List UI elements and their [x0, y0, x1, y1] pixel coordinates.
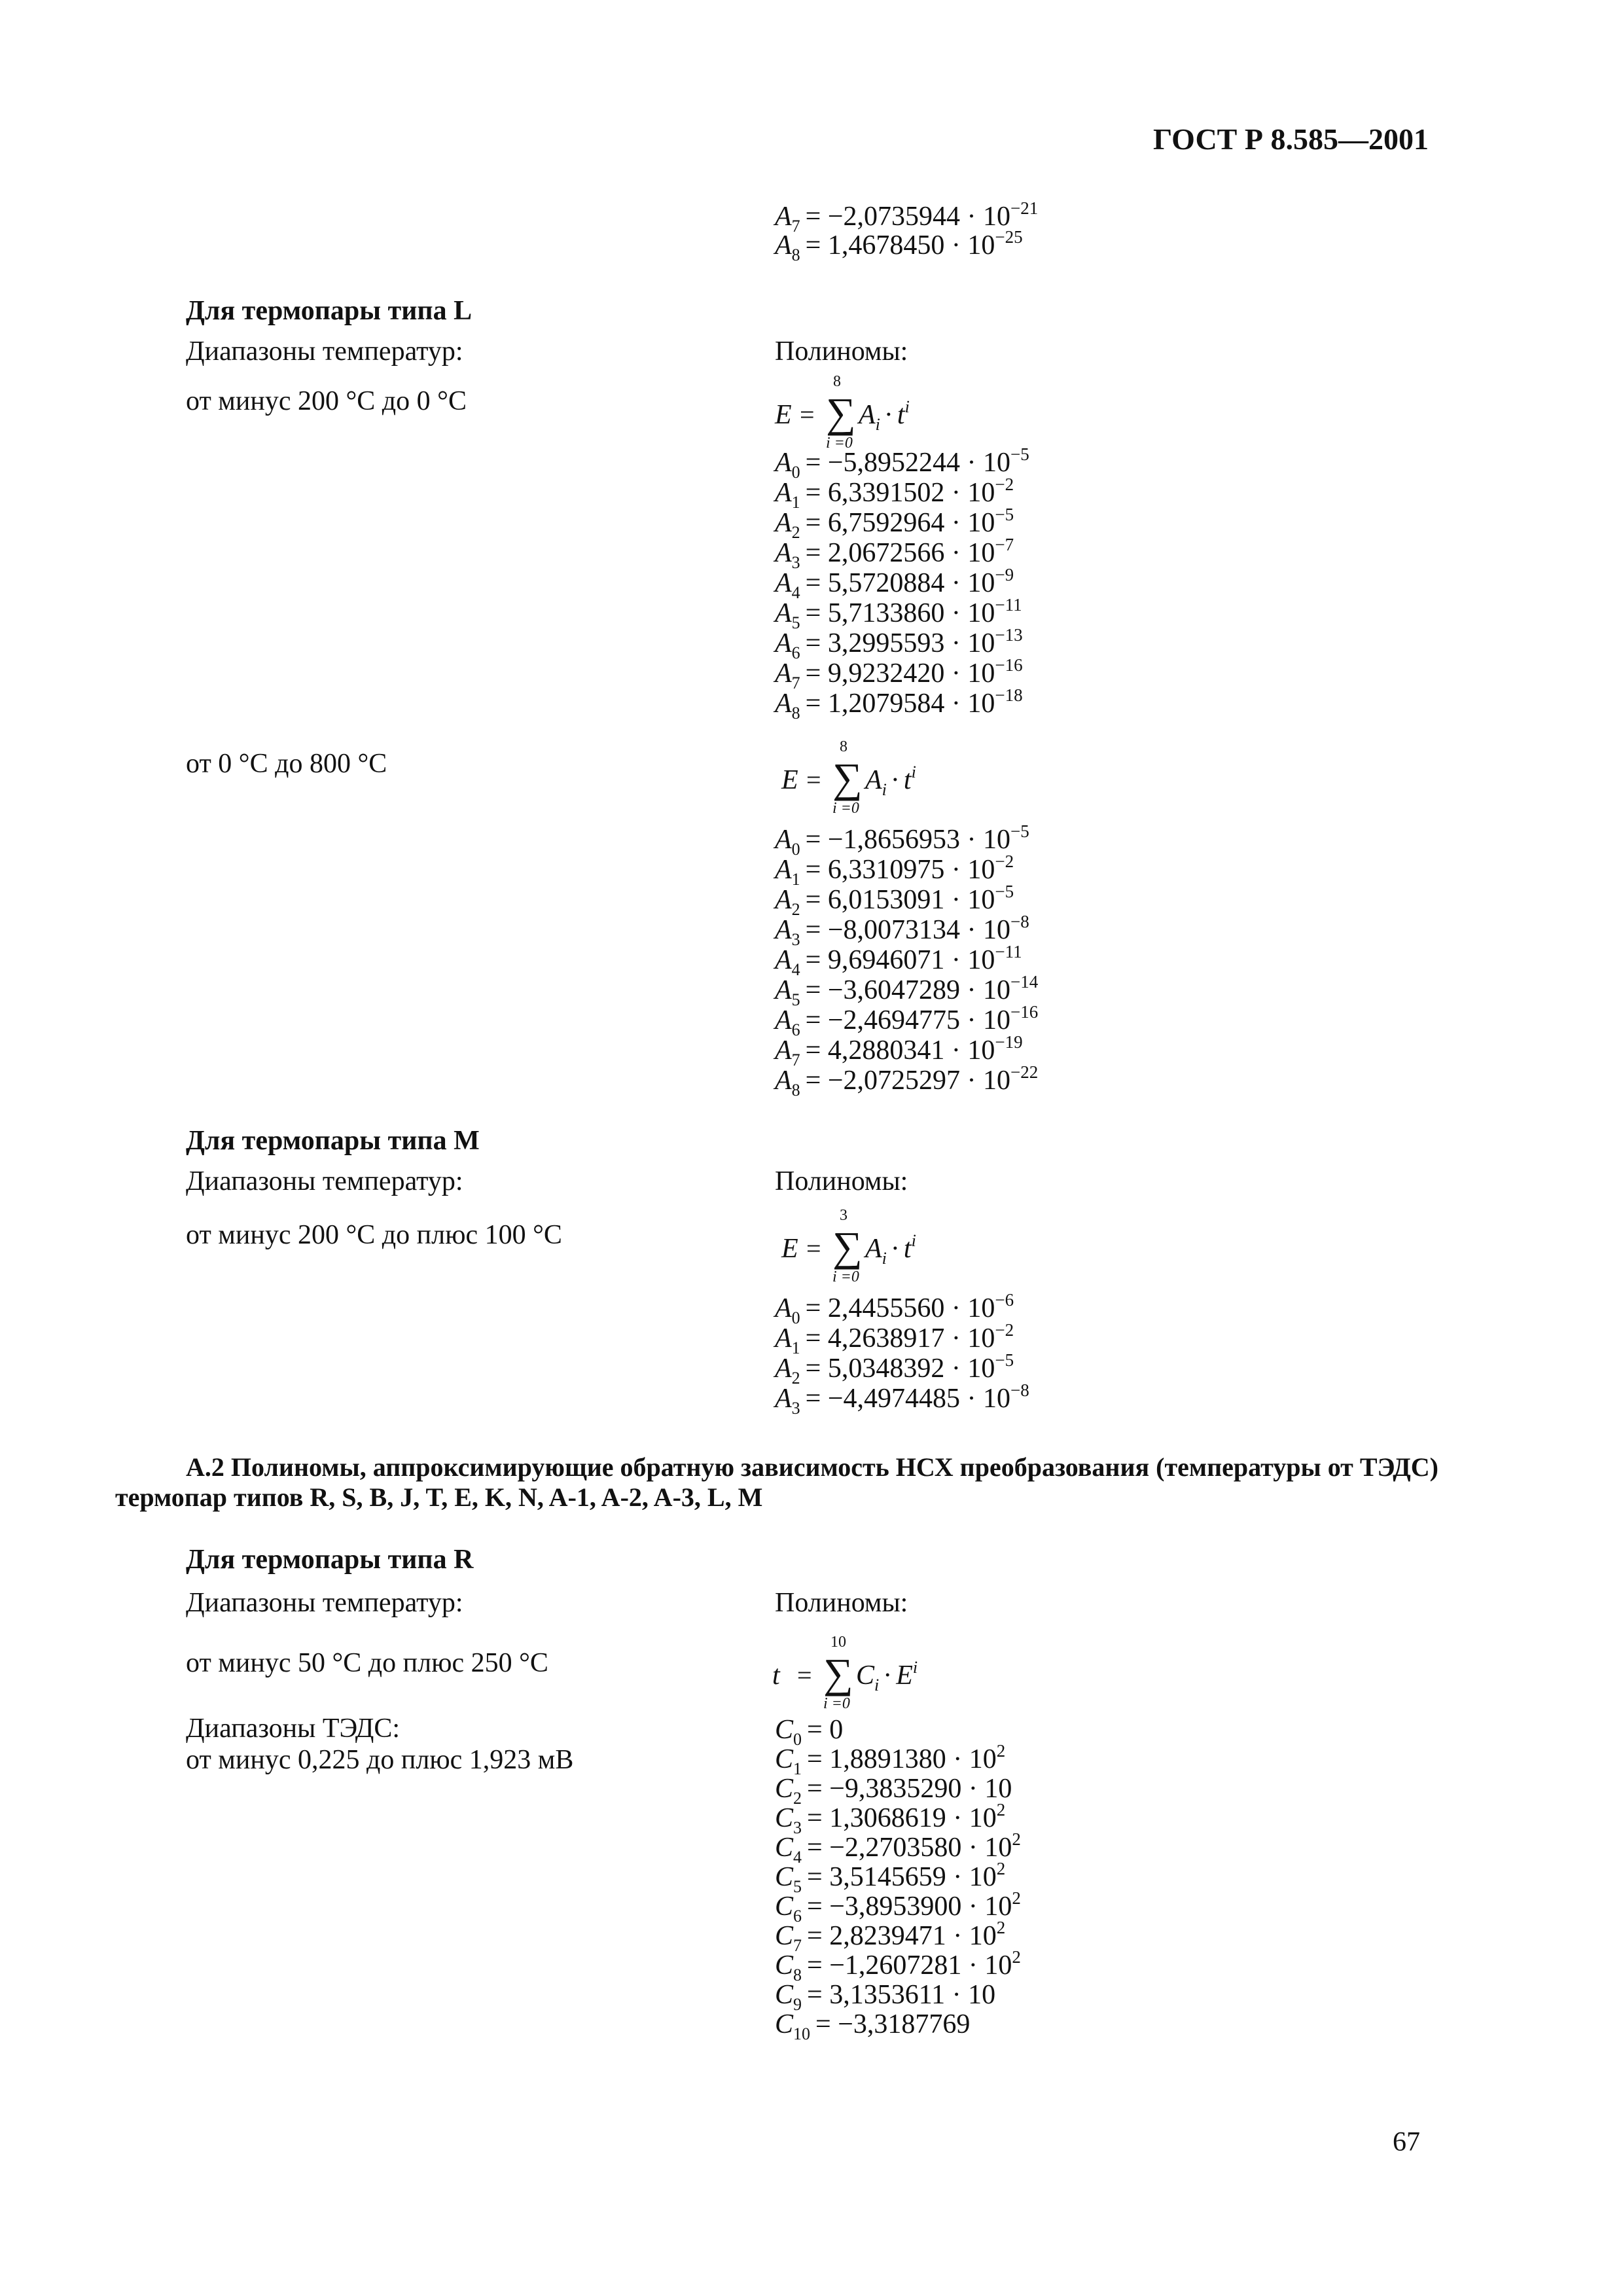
sum-sigma: ∑: [823, 1650, 853, 1696]
coefficient-index: 1: [791, 870, 800, 889]
coefficient-symbol: A: [775, 202, 792, 232]
coefficient-line: [775, 595, 1022, 632]
coefficient-index: 5: [791, 613, 800, 632]
formula-equals: =: [800, 400, 815, 429]
coefficient-exponent: −22: [1010, 1062, 1039, 1082]
coefficient-line: [775, 475, 1014, 512]
coefficient-symbol: A: [775, 885, 792, 915]
coefficient-symbol: A: [775, 1293, 792, 1323]
coefficient-symbol: C: [775, 1833, 794, 1863]
term-index: i: [874, 1676, 880, 1695]
coefficient-index: 8: [793, 1965, 802, 1984]
formula-equals: =: [797, 1660, 812, 1690]
coefficient-value: = 6,3310975 · 10: [805, 855, 995, 885]
multiplication-dot: ·: [883, 1660, 893, 1691]
coefficient-index: 4: [791, 960, 800, 979]
coefficient-line: [775, 1715, 844, 1749]
coefficient-exponent: 2: [996, 1741, 1006, 1761]
coefficient-symbol: A: [775, 1066, 792, 1096]
coefficient-index: 7: [791, 1050, 800, 1069]
coefficient-line: [775, 535, 1014, 572]
coefficient-exponent: −16: [995, 655, 1023, 675]
coefficient-value: = 4,2638917 · 10: [805, 1323, 995, 1354]
coefficient-value: = 3,2995593 · 10: [805, 628, 995, 658]
formula-term: [865, 762, 916, 799]
term-index: i: [875, 415, 880, 434]
coefficient-index: 3: [793, 1818, 802, 1837]
poly-label-r: Полиномы:: [775, 1588, 908, 1618]
formula-lhs: E: [781, 1234, 798, 1264]
range-r-1: от минус 50 °С до плюс 250 °С: [186, 1648, 548, 1678]
formula-lhs: E: [781, 765, 798, 795]
formula-r-1: [772, 1634, 942, 1712]
coefficient-line: [775, 2009, 971, 2043]
coefficient-symbol: A: [775, 1384, 792, 1414]
coefficient-index: 7: [793, 1936, 802, 1955]
coefficient-exponent: −18: [995, 685, 1023, 705]
coefficient-symbol: A: [775, 915, 792, 945]
coefficient-line: [775, 1002, 1039, 1039]
coefficient-exponent: 2: [996, 1800, 1006, 1820]
sum-upper-limit: 10: [830, 1634, 846, 1651]
coefficient-index: 8: [791, 245, 800, 264]
coefficient-index: 6: [791, 643, 800, 662]
coefficient-symbol: A: [775, 1354, 792, 1384]
coefficient-line: [775, 1774, 1012, 1808]
coefficient-index: 2: [793, 1789, 802, 1808]
variable-symbol: E: [896, 1660, 913, 1691]
coefficient-exponent: −14: [1010, 972, 1039, 992]
coefficient-symbol: C: [775, 1980, 794, 2010]
coefficient-line: [775, 912, 1029, 949]
coefficient-symbol: A: [775, 230, 792, 260]
formula-l-2: [781, 738, 952, 817]
coefficient-value: = −1,2607281 · 10: [807, 1950, 1012, 1981]
coefficient-line: [775, 852, 1014, 889]
ranges-label-r: Диапазоны температур:: [186, 1588, 463, 1618]
coefficient-line: [775, 625, 1023, 662]
coefficient-index: 7: [791, 217, 800, 236]
coefficient-exponent: −2: [995, 1320, 1014, 1340]
coefficient-value: = 3,5145659 · 10: [807, 1862, 997, 1892]
coefficient-index: 6: [793, 1907, 802, 1926]
coefficient-index: 5: [791, 990, 800, 1009]
coefficient-value: = 1,8891380 · 10: [807, 1744, 997, 1774]
coefficient-index: 3: [791, 1399, 800, 1418]
sum-sigma: ∑: [832, 755, 863, 801]
coefficient-value: = 2,4455560 · 10: [805, 1293, 995, 1323]
sum-lower-limit: i =0: [832, 1268, 859, 1285]
coefficient-value: = −3,8953900 · 10: [807, 1892, 1012, 1922]
coefficient-index: 2: [791, 1369, 800, 1388]
term-index: i: [882, 780, 887, 799]
section-heading-l: Для термопары типа L: [186, 296, 473, 326]
coefficient-symbol: A: [775, 508, 792, 538]
coefficient-value: = −2,2703580 · 10: [807, 1833, 1012, 1863]
range-l-2: от 0 °С до 800 °С: [186, 749, 387, 779]
coefficient-value: = 9,6946071 · 10: [805, 945, 995, 975]
coefficient-line: [775, 655, 1023, 692]
coefficient-exponent: −6: [995, 1290, 1014, 1310]
coefficient-index: 4: [793, 1848, 802, 1867]
range-l-1: от минус 200 °С до 0 °С: [186, 386, 467, 416]
coefficient-value: = 5,5720884 · 10: [805, 568, 995, 598]
coefficient-symbol: A: [775, 658, 792, 689]
section-heading-r: Для термопары типа R: [186, 1545, 474, 1575]
coefficient-value: = 1,4678450 · 10: [805, 230, 995, 260]
coefficient-exponent: 2: [996, 1859, 1006, 1878]
document-header: ГОСТ Р 8.585—2001: [1153, 122, 1429, 156]
sum-lower-limit: i =0: [823, 1695, 850, 1712]
coefficient-line: [775, 1888, 1021, 1926]
sum-upper-limit: 8: [840, 738, 847, 755]
section-a2-title-line1: А.2 Полиномы, аппроксимирующие обратную зависимость НСХ преобразования (температуры от ТЭДС): [186, 1452, 1439, 1482]
coefficient-symbol: C: [775, 1862, 794, 1892]
coefficient-index: 8: [791, 704, 800, 723]
coefficient-exponent: −2: [995, 475, 1014, 494]
coefficient-value: = −5,8952244 · 10: [805, 448, 1011, 478]
coefficient-exponent: −11: [995, 595, 1022, 615]
sum-upper-limit: 3: [840, 1207, 847, 1224]
coefficient-exponent: −5: [995, 882, 1014, 901]
formula-term: [865, 1231, 916, 1268]
term-symbol: A: [865, 1234, 882, 1264]
formula-equals: =: [806, 765, 821, 795]
sum-lower-limit: i =0: [826, 435, 853, 452]
coefficient-line: [775, 685, 1023, 723]
coefficient-exponent: −19: [995, 1032, 1023, 1052]
coefficient-symbol: C: [775, 1921, 794, 1951]
coefficient-line: [775, 1859, 1006, 1896]
coefficient-symbol: A: [775, 825, 792, 855]
coefficient-symbol: C: [775, 1744, 794, 1774]
coefficient-index: 1: [793, 1759, 802, 1778]
coefficient-symbol: A: [775, 448, 792, 478]
coefficient-line: [775, 1947, 1021, 1984]
coefficient-exponent: 2: [1012, 1947, 1021, 1967]
coefficient-line: [775, 227, 1023, 264]
emf-range-r: от минус 0,225 до плюс 1,923 мВ: [186, 1745, 574, 1775]
coefficient-exponent: 2: [1012, 1829, 1021, 1849]
emf-label-r: Диапазоны ТЭДС:: [186, 1713, 401, 1744]
coefficient-line: [775, 1800, 1006, 1837]
coefficient-value: = 2,8239471 · 10: [807, 1921, 997, 1951]
coefficient-line: [775, 1032, 1023, 1069]
coefficient-index: 5: [793, 1877, 802, 1896]
coefficient-symbol: A: [775, 478, 792, 508]
multiplication-dot: ·: [883, 400, 893, 430]
coefficient-line: [775, 1380, 1029, 1418]
variable-exponent: i: [912, 1658, 918, 1677]
term-symbol: A: [865, 765, 882, 795]
coefficient-line: [775, 1980, 996, 2014]
sum-lower-limit: i =0: [832, 800, 859, 817]
coefficient-symbol: C: [775, 1774, 794, 1804]
coefficient-index: 3: [791, 930, 800, 949]
poly-label-m: Полиномы:: [775, 1166, 908, 1196]
coefficient-line: [775, 1918, 1006, 1955]
coefficient-symbol: C: [775, 1803, 794, 1833]
formula-lhs: t: [772, 1660, 780, 1691]
coefficient-value: = 9,9232420 · 10: [805, 658, 995, 689]
coefficient-line: [775, 821, 1029, 859]
coefficient-value: = −3,3187769: [815, 2009, 971, 2039]
coefficient-exponent: −16: [1010, 1002, 1039, 1022]
coefficient-line: [775, 1350, 1014, 1388]
formula-m-1: [781, 1207, 952, 1285]
coefficient-index: 2: [791, 900, 800, 919]
section-a2-title-line2: термопар типов R, S, B, J, T, E, K, N, A-1, A-2, A-3, L, M: [115, 1482, 763, 1512]
formula-term: [856, 1658, 918, 1695]
page-number: 67: [1393, 2127, 1420, 2157]
coefficient-symbol: A: [775, 1005, 792, 1035]
coefficient-exponent: −5: [1010, 444, 1029, 464]
coefficient-index: 1: [791, 1338, 800, 1357]
coefficient-value: = 5,7133860 · 10: [805, 598, 995, 628]
coefficient-index: 0: [791, 1308, 800, 1327]
variable-exponent: i: [911, 1231, 916, 1250]
coefficient-symbol: A: [775, 628, 792, 658]
coefficient-line: [775, 444, 1029, 482]
section-heading-m: Для термопары типа М: [186, 1126, 480, 1156]
coefficient-line: [775, 942, 1022, 979]
coefficient-value: = 1,3068619 · 10: [807, 1803, 997, 1833]
coefficient-exponent: −5: [995, 505, 1014, 524]
coefficient-exponent: −7: [995, 535, 1014, 554]
variable-symbol: t: [897, 400, 905, 430]
coefficient-symbol: A: [775, 855, 792, 885]
coefficient-symbol: A: [775, 1035, 792, 1066]
coefficient-line: [775, 198, 1039, 236]
coefficient-index: 8: [791, 1081, 800, 1100]
coefficient-index: 0: [791, 463, 800, 482]
sum-upper-limit: 8: [833, 373, 841, 390]
sum-sigma: ∑: [826, 389, 856, 436]
coefficient-symbol: A: [775, 689, 792, 719]
coefficient-symbol: A: [775, 538, 792, 568]
coefficient-value: = 5,0348392 · 10: [805, 1354, 995, 1384]
coefficient-value: = −8,0073134 · 10: [805, 915, 1011, 945]
coefficient-value: = −2,0725297 · 10: [805, 1066, 1011, 1096]
ranges-label-l: Диапазоны температур:: [186, 336, 463, 367]
coefficient-value: = −3,6047289 · 10: [805, 975, 1011, 1005]
coefficient-line: [775, 1320, 1014, 1357]
term-index: i: [882, 1249, 887, 1268]
coefficient-value: = 6,0153091 · 10: [805, 885, 995, 915]
coefficient-symbol: C: [775, 1715, 794, 1745]
coefficient-exponent: −8: [1010, 1380, 1029, 1400]
coefficient-index: 1: [791, 493, 800, 512]
coefficient-exponent: −9: [995, 565, 1014, 584]
coefficient-symbol: A: [775, 598, 792, 628]
coefficient-symbol: A: [775, 975, 792, 1005]
coefficient-value: = −9,3835290 · 10: [807, 1774, 1012, 1804]
coefficient-value: = 6,7592964 · 10: [805, 508, 995, 538]
coefficient-index: 10: [793, 2024, 811, 2043]
coefficient-value: = 1,2079584 · 10: [805, 689, 995, 719]
coefficient-symbol: C: [775, 1892, 794, 1922]
coefficient-line: [775, 882, 1014, 919]
coefficient-exponent: −2: [995, 852, 1014, 871]
coefficient-symbol: C: [775, 1950, 794, 1981]
formula-l-1: [775, 373, 945, 452]
formula-equals: =: [806, 1234, 821, 1263]
coefficient-value: = −2,4694775 · 10: [805, 1005, 1011, 1035]
coefficient-symbol: A: [775, 1323, 792, 1354]
formula-lhs: E: [775, 400, 792, 430]
variable-exponent: i: [904, 397, 910, 416]
coefficient-value: = 3,1353611 · 10: [807, 1980, 996, 2010]
coefficient-symbol: A: [775, 945, 792, 975]
coefficient-line: [775, 1829, 1021, 1867]
coefficient-line: [775, 972, 1039, 1009]
poly-label-l: Полиномы:: [775, 336, 908, 367]
variable-symbol: t: [903, 765, 912, 795]
coefficient-index: 3: [791, 553, 800, 572]
coefficient-value: = 6,3391502 · 10: [805, 478, 995, 508]
coefficient-index: 0: [791, 840, 800, 859]
variable-exponent: i: [911, 762, 916, 781]
coefficient-value: = −2,0735944 · 10: [805, 202, 1011, 232]
ranges-label-m: Диапазоны температур:: [186, 1166, 463, 1196]
coefficient-value: = −1,8656953 · 10: [805, 825, 1011, 855]
coefficient-index: 2: [791, 523, 800, 542]
coefficient-line: [775, 1290, 1014, 1327]
term-symbol: A: [859, 400, 876, 430]
formula-term: [859, 397, 910, 434]
coefficient-exponent: −11: [995, 942, 1022, 961]
range-m-1: от минус 200 °С до плюс 100 °С: [186, 1220, 562, 1250]
coefficient-exponent: −5: [995, 1350, 1014, 1370]
coefficient-exponent: −5: [1010, 821, 1029, 841]
coefficient-exponent: −21: [1010, 198, 1039, 218]
coefficient-line: [775, 505, 1014, 542]
variable-symbol: t: [903, 1234, 912, 1264]
coefficient-index: 7: [791, 673, 800, 692]
multiplication-dot: ·: [890, 765, 900, 795]
coefficient-value: = 0: [807, 1715, 844, 1745]
coefficient-line: [775, 565, 1014, 602]
coefficient-value: = −4,4974485 · 10: [805, 1384, 1011, 1414]
term-symbol: C: [856, 1660, 875, 1691]
coefficient-index: 4: [791, 583, 800, 602]
coefficient-line: [775, 1741, 1006, 1778]
coefficient-value: = 2,0672566 · 10: [805, 538, 995, 568]
multiplication-dot: ·: [890, 1234, 900, 1264]
coefficient-exponent: −8: [1010, 912, 1029, 931]
coefficient-exponent: −25: [995, 227, 1023, 247]
coefficient-index: 9: [793, 1995, 802, 2014]
coefficient-symbol: C: [775, 2009, 794, 2039]
coefficient-value: = 4,2880341 · 10: [805, 1035, 995, 1066]
coefficient-exponent: 2: [996, 1918, 1006, 1937]
coefficient-exponent: −13: [995, 625, 1023, 645]
coefficient-index: 6: [791, 1020, 800, 1039]
coefficient-symbol: A: [775, 568, 792, 598]
coefficient-exponent: 2: [1012, 1888, 1021, 1908]
sum-sigma: ∑: [832, 1223, 863, 1270]
coefficient-index: 0: [793, 1730, 802, 1749]
coefficient-line: [775, 1062, 1039, 1100]
